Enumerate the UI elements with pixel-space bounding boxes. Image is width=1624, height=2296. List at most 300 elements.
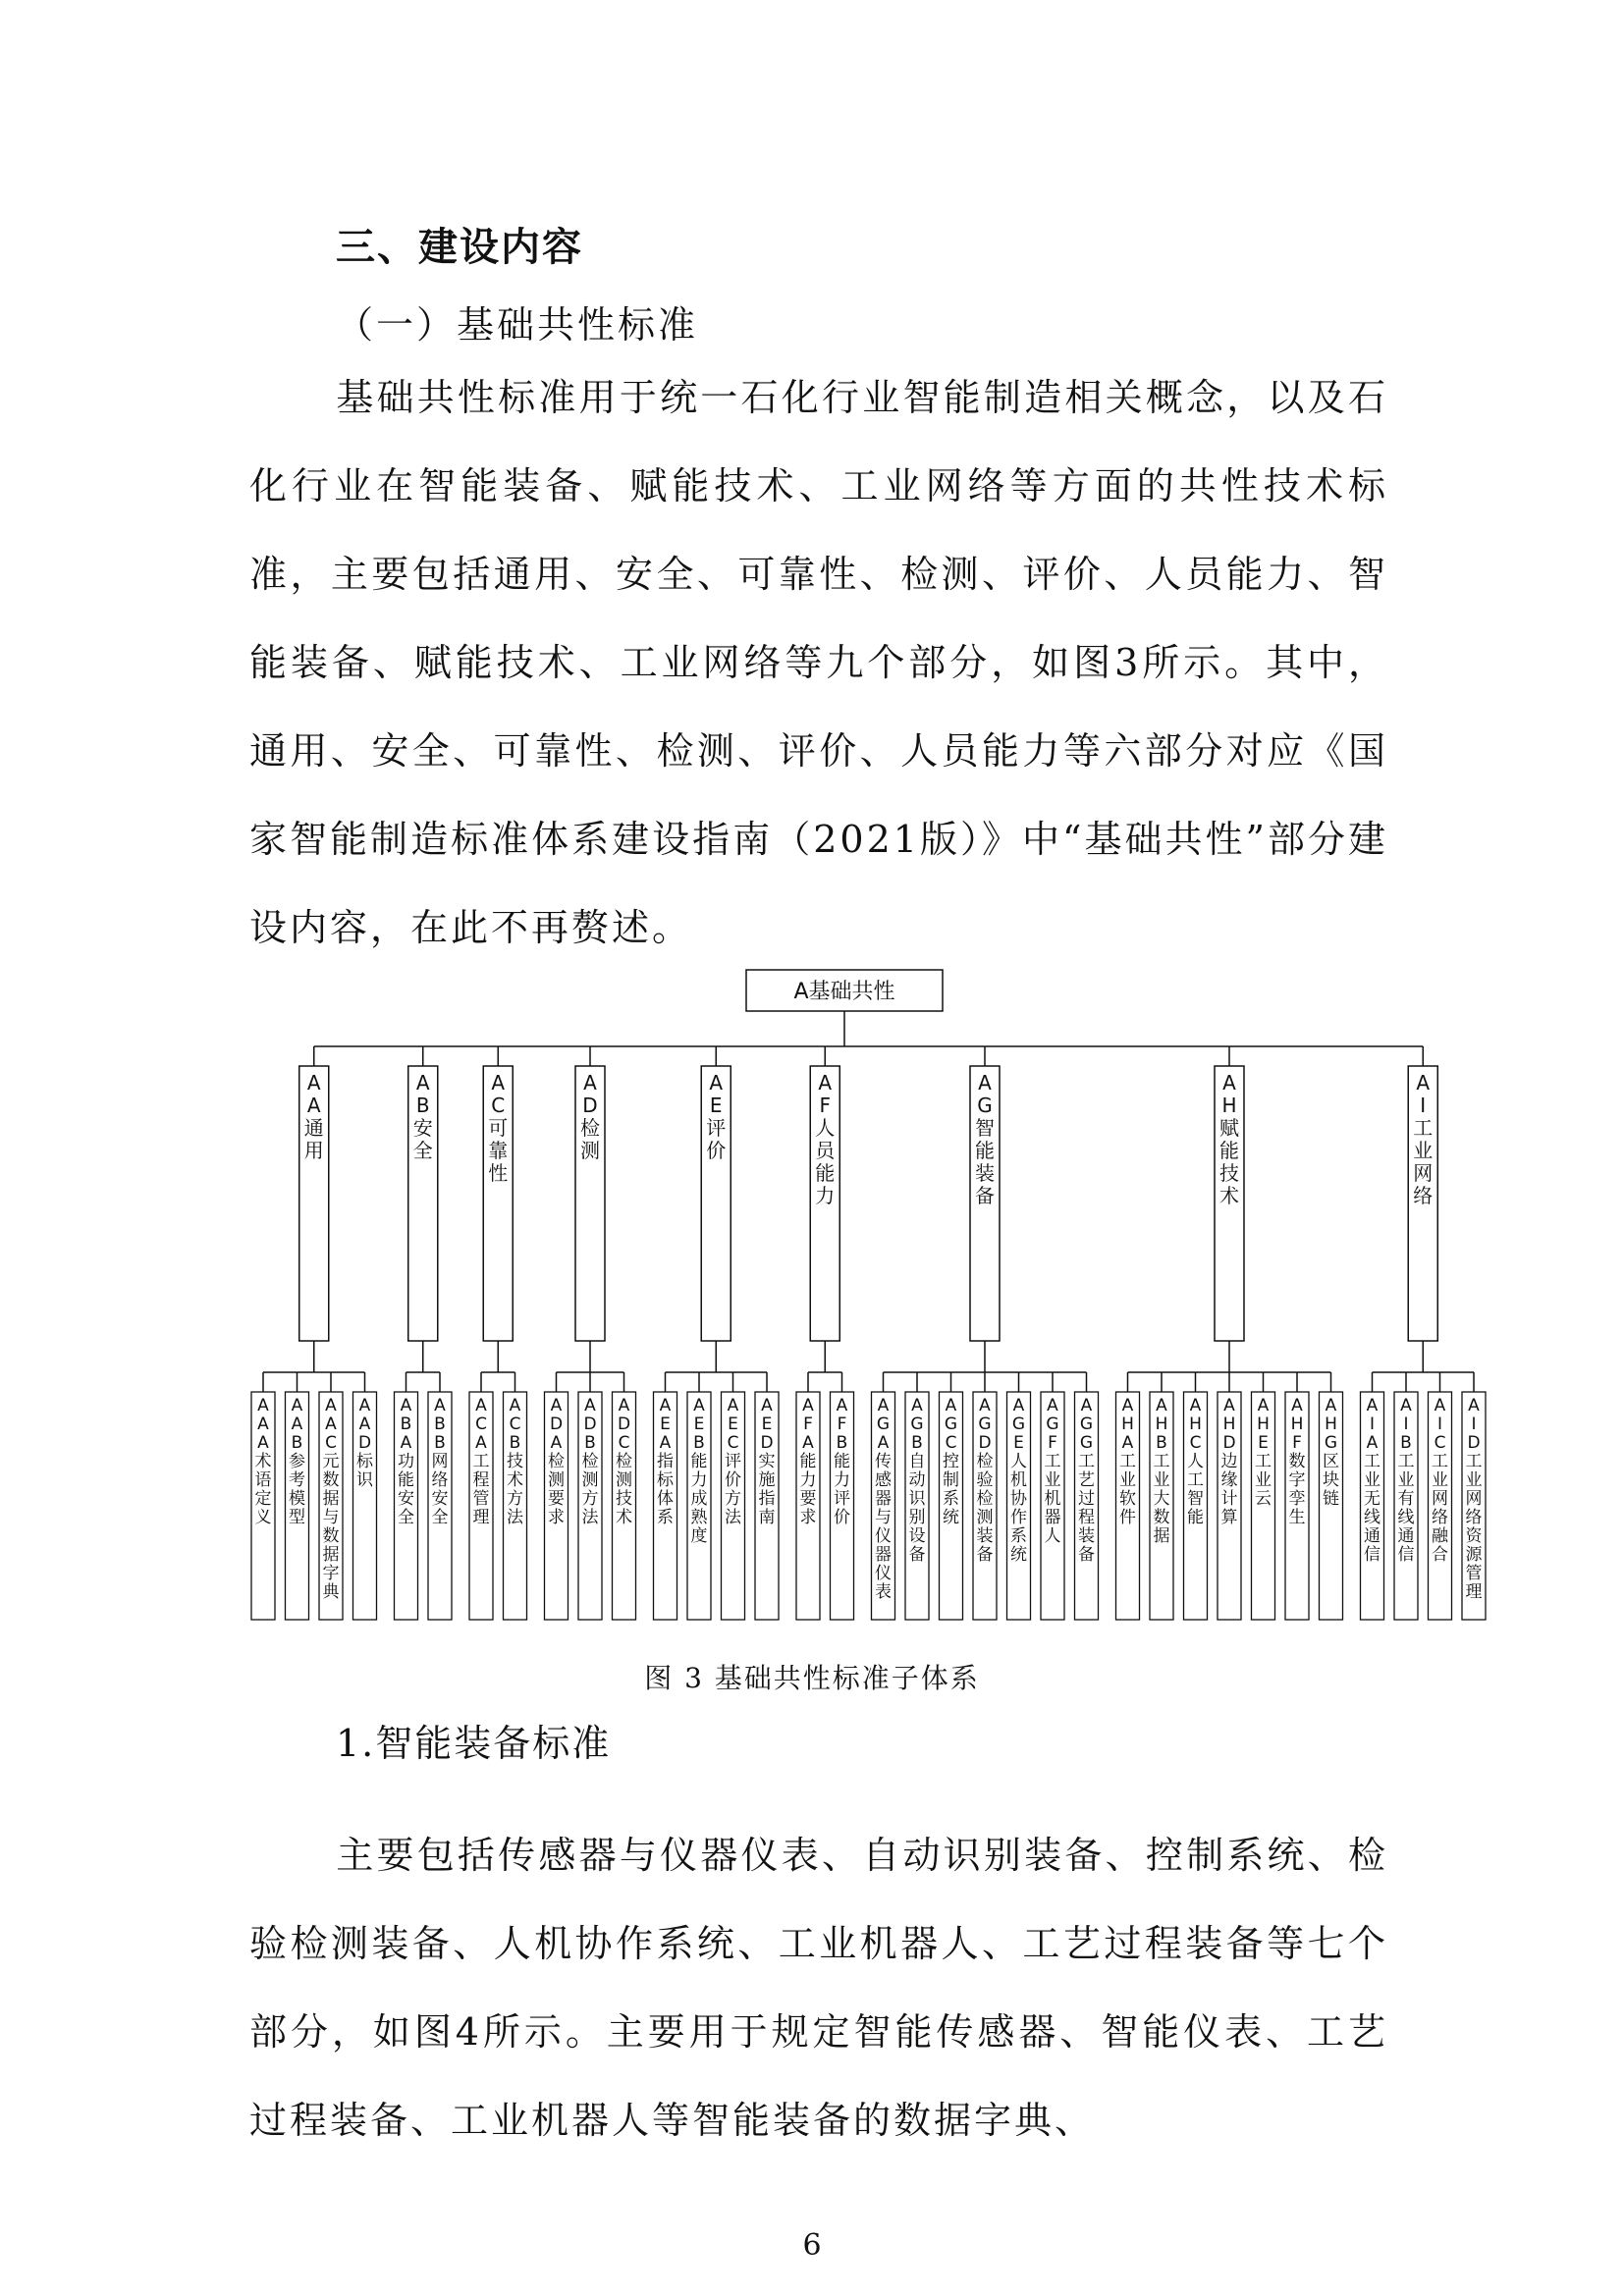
svg-text:A: A: [257, 1396, 269, 1415]
svg-text:B: B: [415, 1094, 430, 1117]
svg-text:协: 协: [1010, 1489, 1027, 1509]
svg-text:艺: 艺: [1078, 1470, 1095, 1490]
svg-text:识: 识: [356, 1470, 373, 1490]
svg-text:A: A: [1416, 1071, 1431, 1095]
svg-text:自: 自: [908, 1452, 926, 1471]
svg-text:可: 可: [488, 1116, 509, 1140]
svg-text:块: 块: [1323, 1470, 1339, 1490]
svg-text:测: 测: [616, 1470, 632, 1490]
svg-text:度: 度: [690, 1526, 708, 1546]
svg-text:A: A: [306, 1094, 321, 1117]
svg-text:B: B: [911, 1433, 923, 1453]
svg-text:评: 评: [834, 1489, 850, 1509]
svg-text:网: 网: [1465, 1489, 1483, 1509]
svg-text:工: 工: [1255, 1452, 1272, 1471]
paragraph-smart-equipment-text: 主要包括传感器与仪器仪表、自动识别装备、控制系统、检验检测装备、人机协作系统、工业机器人、工艺过程装备等七个部分，如图4所示。主要用于规定智能传感器、智能仪表、工艺过程装备、工业机器人等智能装备的数据字典、: [249, 1834, 1388, 2142]
svg-text:B: B: [1156, 1433, 1167, 1453]
svg-text:能: 能: [799, 1452, 817, 1471]
figure-caption: 图 3 基础共性标准子体系: [644, 1662, 980, 1694]
subsection-heading: （一）基础共性标准: [336, 303, 699, 347]
svg-text:测: 测: [581, 1470, 599, 1490]
svg-text:I: I: [1403, 1415, 1409, 1434]
svg-text:H: H: [1121, 1415, 1134, 1434]
svg-text:A: A: [415, 1071, 430, 1095]
svg-text:业: 业: [1364, 1470, 1380, 1490]
svg-text:方: 方: [581, 1489, 599, 1509]
svg-text:仪: 仪: [875, 1526, 892, 1546]
svg-text:C: C: [491, 1094, 506, 1117]
svg-text:义: 义: [254, 1508, 272, 1527]
svg-text:A: A: [693, 1396, 705, 1415]
svg-text:A: A: [491, 1071, 506, 1095]
svg-text:型: 型: [289, 1508, 305, 1527]
svg-text:A: A: [1400, 1396, 1412, 1415]
root-node-label: A基础共性: [793, 980, 895, 1004]
leaf-node: [1320, 1392, 1343, 1620]
svg-text:表: 表: [875, 1582, 892, 1602]
svg-text:通: 通: [1364, 1526, 1380, 1546]
svg-text:业: 业: [1432, 1470, 1448, 1490]
leaf-node: [613, 1392, 636, 1620]
leaf-node: [319, 1392, 343, 1620]
svg-text:业: 业: [1153, 1470, 1170, 1490]
svg-text:络: 络: [1413, 1184, 1434, 1207]
svg-text:字: 字: [1288, 1470, 1306, 1490]
svg-text:A: A: [358, 1396, 371, 1415]
svg-text:A: A: [1222, 1071, 1236, 1095]
svg-text:工: 工: [1397, 1452, 1415, 1471]
svg-text:C: C: [1189, 1433, 1202, 1453]
svg-text:赋: 赋: [1219, 1116, 1239, 1140]
svg-text:与: 与: [875, 1508, 892, 1527]
svg-text:价: 价: [725, 1470, 741, 1490]
leaf-node-label: [548, 1396, 565, 1527]
svg-text:云: 云: [1255, 1489, 1272, 1509]
leaf-node-label: [1289, 1396, 1306, 1527]
svg-text:A: A: [257, 1415, 269, 1434]
svg-text:人: 人: [815, 1116, 836, 1140]
svg-text:G: G: [1011, 1415, 1026, 1434]
leaf-node-label: [1187, 1396, 1204, 1527]
svg-text:A: A: [802, 1396, 814, 1415]
svg-text:数: 数: [322, 1470, 340, 1490]
svg-text:C: C: [1434, 1433, 1446, 1453]
svg-text:工: 工: [1187, 1470, 1204, 1490]
svg-text:语: 语: [254, 1470, 272, 1490]
svg-text:算: 算: [1220, 1508, 1238, 1527]
svg-text:仪: 仪: [875, 1564, 892, 1583]
svg-text:络: 络: [1465, 1508, 1483, 1527]
svg-text:施: 施: [758, 1470, 776, 1490]
svg-text:智: 智: [975, 1116, 995, 1140]
svg-text:指: 指: [657, 1452, 674, 1471]
leaf-node-label: [1221, 1396, 1238, 1527]
svg-text:成: 成: [690, 1489, 708, 1509]
svg-text:信: 信: [1364, 1545, 1380, 1565]
svg-text:全: 全: [431, 1508, 449, 1527]
svg-text:A: A: [945, 1396, 957, 1415]
svg-text:工: 工: [1364, 1452, 1380, 1471]
paragraph-smart-equipment: [249, 1811, 1388, 2164]
svg-text:动: 动: [908, 1470, 926, 1490]
svg-text:G: G: [977, 1094, 993, 1117]
svg-text:A: A: [509, 1396, 521, 1415]
svg-text:F: F: [837, 1415, 847, 1434]
svg-text:A: A: [306, 1071, 321, 1095]
svg-text:B: B: [836, 1433, 848, 1453]
svg-text:A: A: [291, 1415, 303, 1434]
leaf-node: [654, 1392, 677, 1620]
svg-text:测: 测: [976, 1508, 994, 1527]
leaf-node: [428, 1392, 452, 1620]
svg-text:G: G: [1079, 1415, 1094, 1434]
leaf-node: [1462, 1392, 1486, 1620]
svg-text:资: 资: [1465, 1526, 1483, 1546]
svg-text:工: 工: [1153, 1452, 1170, 1471]
svg-text:A: A: [1012, 1396, 1025, 1415]
svg-text:术: 术: [507, 1470, 523, 1490]
svg-text:能: 能: [398, 1470, 414, 1490]
svg-text:业: 业: [1413, 1139, 1434, 1162]
paragraph-intro-text: 基础共性标准用于统一石化行业智能制造相关概念，以及石化行业在智能装备、赋能技术、工业网络等方面的共性技术标准，主要包括通用、安全、可靠性、检测、评价、人员能力、智能装备、赋能技术、工业网络等九个部分，如图3所示。其中，通用、安全、可靠性、检测、评价、人员能力等六部分对应《国家智能制造标准体系建设指南（2021版）》中“基础共性”部分建设内容，在此不再赘述。: [249, 376, 1388, 949]
svg-text:检: 检: [976, 1452, 994, 1471]
svg-text:检: 检: [580, 1116, 600, 1140]
svg-text:技: 技: [1219, 1161, 1239, 1185]
svg-text:求: 求: [548, 1508, 565, 1527]
svg-text:装: 装: [1078, 1526, 1095, 1546]
section-heading: 三、建设内容: [336, 225, 583, 270]
category-node: [701, 1066, 731, 1341]
svg-text:G: G: [1324, 1433, 1338, 1453]
svg-text:力: 力: [690, 1470, 708, 1490]
svg-text:A: A: [1434, 1396, 1446, 1415]
svg-text:B: B: [693, 1433, 705, 1453]
svg-text:理: 理: [472, 1508, 490, 1527]
svg-text:字: 字: [322, 1564, 340, 1583]
svg-text:有: 有: [1397, 1489, 1415, 1509]
svg-text:评: 评: [725, 1452, 741, 1471]
leaf-node: [872, 1392, 895, 1620]
svg-text:术: 术: [1219, 1184, 1239, 1207]
svg-text:检: 检: [616, 1452, 632, 1471]
svg-text:系: 系: [1010, 1526, 1027, 1546]
leaf-node: [1150, 1392, 1173, 1620]
svg-text:C: C: [475, 1415, 487, 1434]
category-node: [970, 1066, 1000, 1341]
svg-text:B: B: [434, 1433, 446, 1453]
svg-text:络: 络: [431, 1470, 449, 1490]
svg-text:B: B: [400, 1415, 412, 1434]
svg-text:程: 程: [1078, 1508, 1095, 1527]
svg-text:业: 业: [1044, 1470, 1061, 1490]
svg-text:I: I: [1420, 1094, 1427, 1117]
svg-text:C: C: [509, 1415, 521, 1434]
svg-text:法: 法: [507, 1508, 523, 1527]
svg-text:H: H: [1325, 1415, 1337, 1434]
svg-text:A: A: [400, 1396, 412, 1415]
svg-text:评: 评: [706, 1116, 727, 1140]
svg-text:B: B: [291, 1433, 303, 1453]
svg-text:A: A: [979, 1396, 991, 1415]
svg-text:孪: 孪: [1288, 1489, 1306, 1509]
svg-text:数: 数: [1288, 1452, 1306, 1471]
svg-text:H: H: [1155, 1415, 1168, 1434]
svg-text:器: 器: [1044, 1508, 1061, 1527]
svg-text:工: 工: [1465, 1452, 1483, 1471]
svg-text:熟: 熟: [690, 1508, 708, 1527]
svg-text:靠: 靠: [488, 1139, 509, 1162]
svg-text:A: A: [802, 1433, 814, 1453]
svg-text:器: 器: [875, 1489, 892, 1509]
svg-text:边: 边: [1220, 1452, 1238, 1471]
leaf-node: [1007, 1392, 1031, 1620]
svg-text:考: 考: [289, 1470, 305, 1490]
svg-text:指: 指: [758, 1489, 776, 1509]
svg-text:程: 程: [472, 1470, 490, 1490]
leaf-node: [353, 1392, 377, 1620]
leaf-node: [545, 1392, 568, 1620]
svg-text:线: 线: [1397, 1508, 1415, 1527]
svg-text:识: 识: [908, 1489, 926, 1509]
leaf-node: [578, 1392, 602, 1620]
category-node: [575, 1066, 605, 1341]
item-heading: 1.智能装备标准: [336, 1722, 612, 1765]
leaf-node: [395, 1392, 418, 1620]
svg-text:备: 备: [975, 1184, 995, 1207]
svg-text:力: 力: [799, 1470, 817, 1490]
svg-text:器: 器: [875, 1545, 892, 1565]
svg-text:人: 人: [1010, 1452, 1027, 1471]
leaf-node: [1394, 1392, 1418, 1620]
svg-text:F: F: [803, 1415, 813, 1434]
svg-text:H: H: [1290, 1415, 1304, 1434]
svg-text:参: 参: [289, 1452, 305, 1471]
svg-text:A: A: [618, 1396, 630, 1415]
svg-text:A: A: [709, 1071, 724, 1095]
svg-text:网: 网: [1432, 1489, 1448, 1509]
svg-text:系: 系: [943, 1489, 959, 1509]
leaf-node: [1429, 1392, 1452, 1620]
svg-text:技: 技: [616, 1489, 632, 1509]
svg-text:E: E: [709, 1094, 723, 1117]
svg-text:A: A: [877, 1433, 890, 1453]
svg-text:工: 工: [1044, 1452, 1061, 1471]
svg-text:件: 件: [1119, 1508, 1136, 1527]
svg-text:力: 力: [815, 1184, 836, 1207]
svg-text:络: 络: [1432, 1508, 1448, 1527]
svg-text:据: 据: [322, 1545, 340, 1565]
svg-text:A: A: [358, 1415, 371, 1434]
svg-text:G: G: [1079, 1433, 1094, 1453]
leaf-node: [1041, 1392, 1064, 1620]
svg-text:A: A: [818, 1071, 833, 1095]
svg-text:D: D: [583, 1415, 597, 1434]
svg-text:通: 通: [303, 1116, 324, 1140]
svg-text:大: 大: [1153, 1489, 1170, 1509]
svg-text:能: 能: [1187, 1508, 1204, 1527]
svg-text:检: 检: [548, 1452, 565, 1471]
paragraph-intro: [249, 353, 1388, 972]
svg-text:定: 定: [254, 1489, 272, 1509]
leaf-node-label: [1078, 1396, 1095, 1565]
svg-text:能: 能: [690, 1452, 708, 1471]
leaf-node: [1075, 1392, 1099, 1620]
category-node: [810, 1066, 839, 1341]
leaf-node: [796, 1392, 820, 1620]
svg-text:H: H: [1221, 1094, 1237, 1117]
category-node: [299, 1066, 329, 1341]
svg-text:计: 计: [1220, 1489, 1238, 1509]
svg-text:A: A: [400, 1433, 412, 1453]
svg-text:F: F: [819, 1094, 832, 1117]
svg-text:能: 能: [1219, 1139, 1239, 1162]
svg-text:实: 实: [758, 1452, 776, 1471]
svg-text:工: 工: [1119, 1452, 1136, 1471]
svg-text:E: E: [1258, 1433, 1269, 1453]
svg-text:B: B: [509, 1433, 521, 1453]
svg-text:法: 法: [725, 1508, 741, 1527]
svg-text:感: 感: [875, 1470, 892, 1490]
svg-text:I: I: [1471, 1415, 1477, 1434]
category-node: [408, 1066, 438, 1341]
root-node: [746, 970, 943, 1011]
svg-text:A: A: [583, 1071, 597, 1095]
svg-text:用: 用: [303, 1139, 324, 1162]
svg-text:南: 南: [758, 1508, 776, 1527]
svg-text:G: G: [1046, 1415, 1059, 1434]
svg-text:A: A: [1189, 1396, 1202, 1415]
svg-text:A: A: [1223, 1396, 1235, 1415]
leaf-node: [722, 1392, 745, 1620]
leaf-node-label: [977, 1396, 994, 1565]
svg-text:系: 系: [657, 1508, 674, 1527]
svg-text:验: 验: [976, 1470, 994, 1490]
svg-text:员: 员: [815, 1139, 836, 1162]
leaf-node: [905, 1392, 929, 1620]
category-node: [1408, 1066, 1437, 1341]
svg-text:A: A: [727, 1396, 739, 1415]
svg-text:G: G: [978, 1415, 992, 1434]
svg-text:标: 标: [356, 1452, 373, 1471]
svg-text:安: 安: [398, 1489, 414, 1509]
standards-tree-diagram: [245, 960, 1483, 1637]
leaf-node-label: [1045, 1396, 1061, 1546]
svg-text:G: G: [876, 1415, 891, 1434]
svg-text:全: 全: [412, 1139, 433, 1162]
svg-text:要: 要: [548, 1489, 565, 1509]
svg-text:链: 链: [1323, 1489, 1339, 1509]
svg-text:E: E: [660, 1415, 671, 1434]
svg-text:E: E: [761, 1415, 773, 1434]
svg-text:A: A: [1291, 1396, 1303, 1415]
svg-text:安: 安: [412, 1116, 433, 1140]
svg-text:工: 工: [472, 1452, 490, 1471]
svg-text:E: E: [1013, 1433, 1024, 1453]
svg-text:B: B: [434, 1415, 446, 1434]
svg-text:D: D: [760, 1433, 774, 1453]
svg-text:制: 制: [943, 1470, 959, 1490]
svg-text:A: A: [584, 1396, 596, 1415]
leaf-node: [940, 1392, 963, 1620]
svg-text:融: 融: [1432, 1526, 1448, 1546]
svg-text:典: 典: [322, 1582, 340, 1602]
page-number: 6: [802, 2228, 822, 2263]
svg-text:缘: 缘: [1220, 1470, 1238, 1490]
svg-text:D: D: [978, 1433, 992, 1453]
svg-text:装: 装: [976, 1526, 994, 1546]
svg-text:F: F: [1292, 1433, 1302, 1453]
svg-text:A: A: [1366, 1433, 1379, 1453]
svg-text:软: 软: [1119, 1489, 1136, 1509]
svg-text:A: A: [1121, 1396, 1134, 1415]
leaf-node-label: [943, 1396, 959, 1527]
svg-text:价: 价: [834, 1508, 850, 1527]
svg-text:B: B: [584, 1433, 596, 1453]
leaf-node: [1184, 1392, 1208, 1620]
svg-text:D: D: [582, 1094, 598, 1117]
svg-text:检: 检: [581, 1452, 599, 1471]
svg-text:元: 元: [322, 1452, 340, 1471]
svg-text:性: 性: [488, 1161, 509, 1185]
svg-text:A: A: [1156, 1396, 1167, 1415]
leaf-node: [1361, 1392, 1384, 1620]
svg-text:控: 控: [943, 1452, 959, 1471]
svg-text:力: 力: [834, 1470, 850, 1490]
svg-text:网: 网: [431, 1452, 449, 1471]
svg-text:备: 备: [1078, 1545, 1095, 1565]
svg-text:测: 测: [548, 1470, 565, 1490]
svg-text:数: 数: [322, 1526, 340, 1546]
svg-text:H: H: [1257, 1415, 1270, 1434]
leaf-node: [755, 1392, 779, 1620]
svg-text:A: A: [911, 1396, 923, 1415]
leaf-node: [1218, 1392, 1241, 1620]
svg-text:A: A: [434, 1396, 446, 1415]
svg-text:装: 装: [975, 1161, 995, 1185]
svg-text:标: 标: [657, 1470, 674, 1490]
category-node: [483, 1066, 513, 1341]
svg-text:A: A: [978, 1071, 992, 1095]
svg-text:机: 机: [1010, 1470, 1027, 1490]
svg-text:信: 信: [1397, 1545, 1415, 1565]
svg-text:A: A: [325, 1415, 337, 1434]
svg-text:数: 数: [1153, 1508, 1170, 1527]
leaf-node-label: [616, 1396, 632, 1527]
svg-text:A: A: [475, 1433, 487, 1453]
svg-text:A: A: [257, 1433, 269, 1453]
svg-text:备: 备: [976, 1545, 994, 1565]
category-node: [1215, 1066, 1244, 1341]
svg-text:A: A: [659, 1396, 672, 1415]
leaf-node: [687, 1392, 711, 1620]
leaf-node: [1116, 1392, 1140, 1620]
svg-text:A: A: [1325, 1396, 1337, 1415]
svg-text:能: 能: [815, 1161, 836, 1185]
svg-text:通: 通: [1397, 1526, 1415, 1546]
svg-text:A: A: [550, 1396, 563, 1415]
svg-text:安: 安: [431, 1489, 449, 1509]
svg-text:业: 业: [1465, 1470, 1483, 1490]
svg-text:测: 测: [580, 1139, 600, 1162]
svg-text:A: A: [1468, 1396, 1480, 1415]
svg-text:源: 源: [1465, 1545, 1483, 1565]
svg-text:与: 与: [322, 1508, 340, 1527]
svg-text:全: 全: [398, 1508, 414, 1527]
svg-text:理: 理: [1465, 1582, 1483, 1602]
svg-text:业: 业: [1119, 1470, 1136, 1490]
leaf-node: [504, 1392, 527, 1620]
svg-text:统: 统: [943, 1508, 959, 1527]
